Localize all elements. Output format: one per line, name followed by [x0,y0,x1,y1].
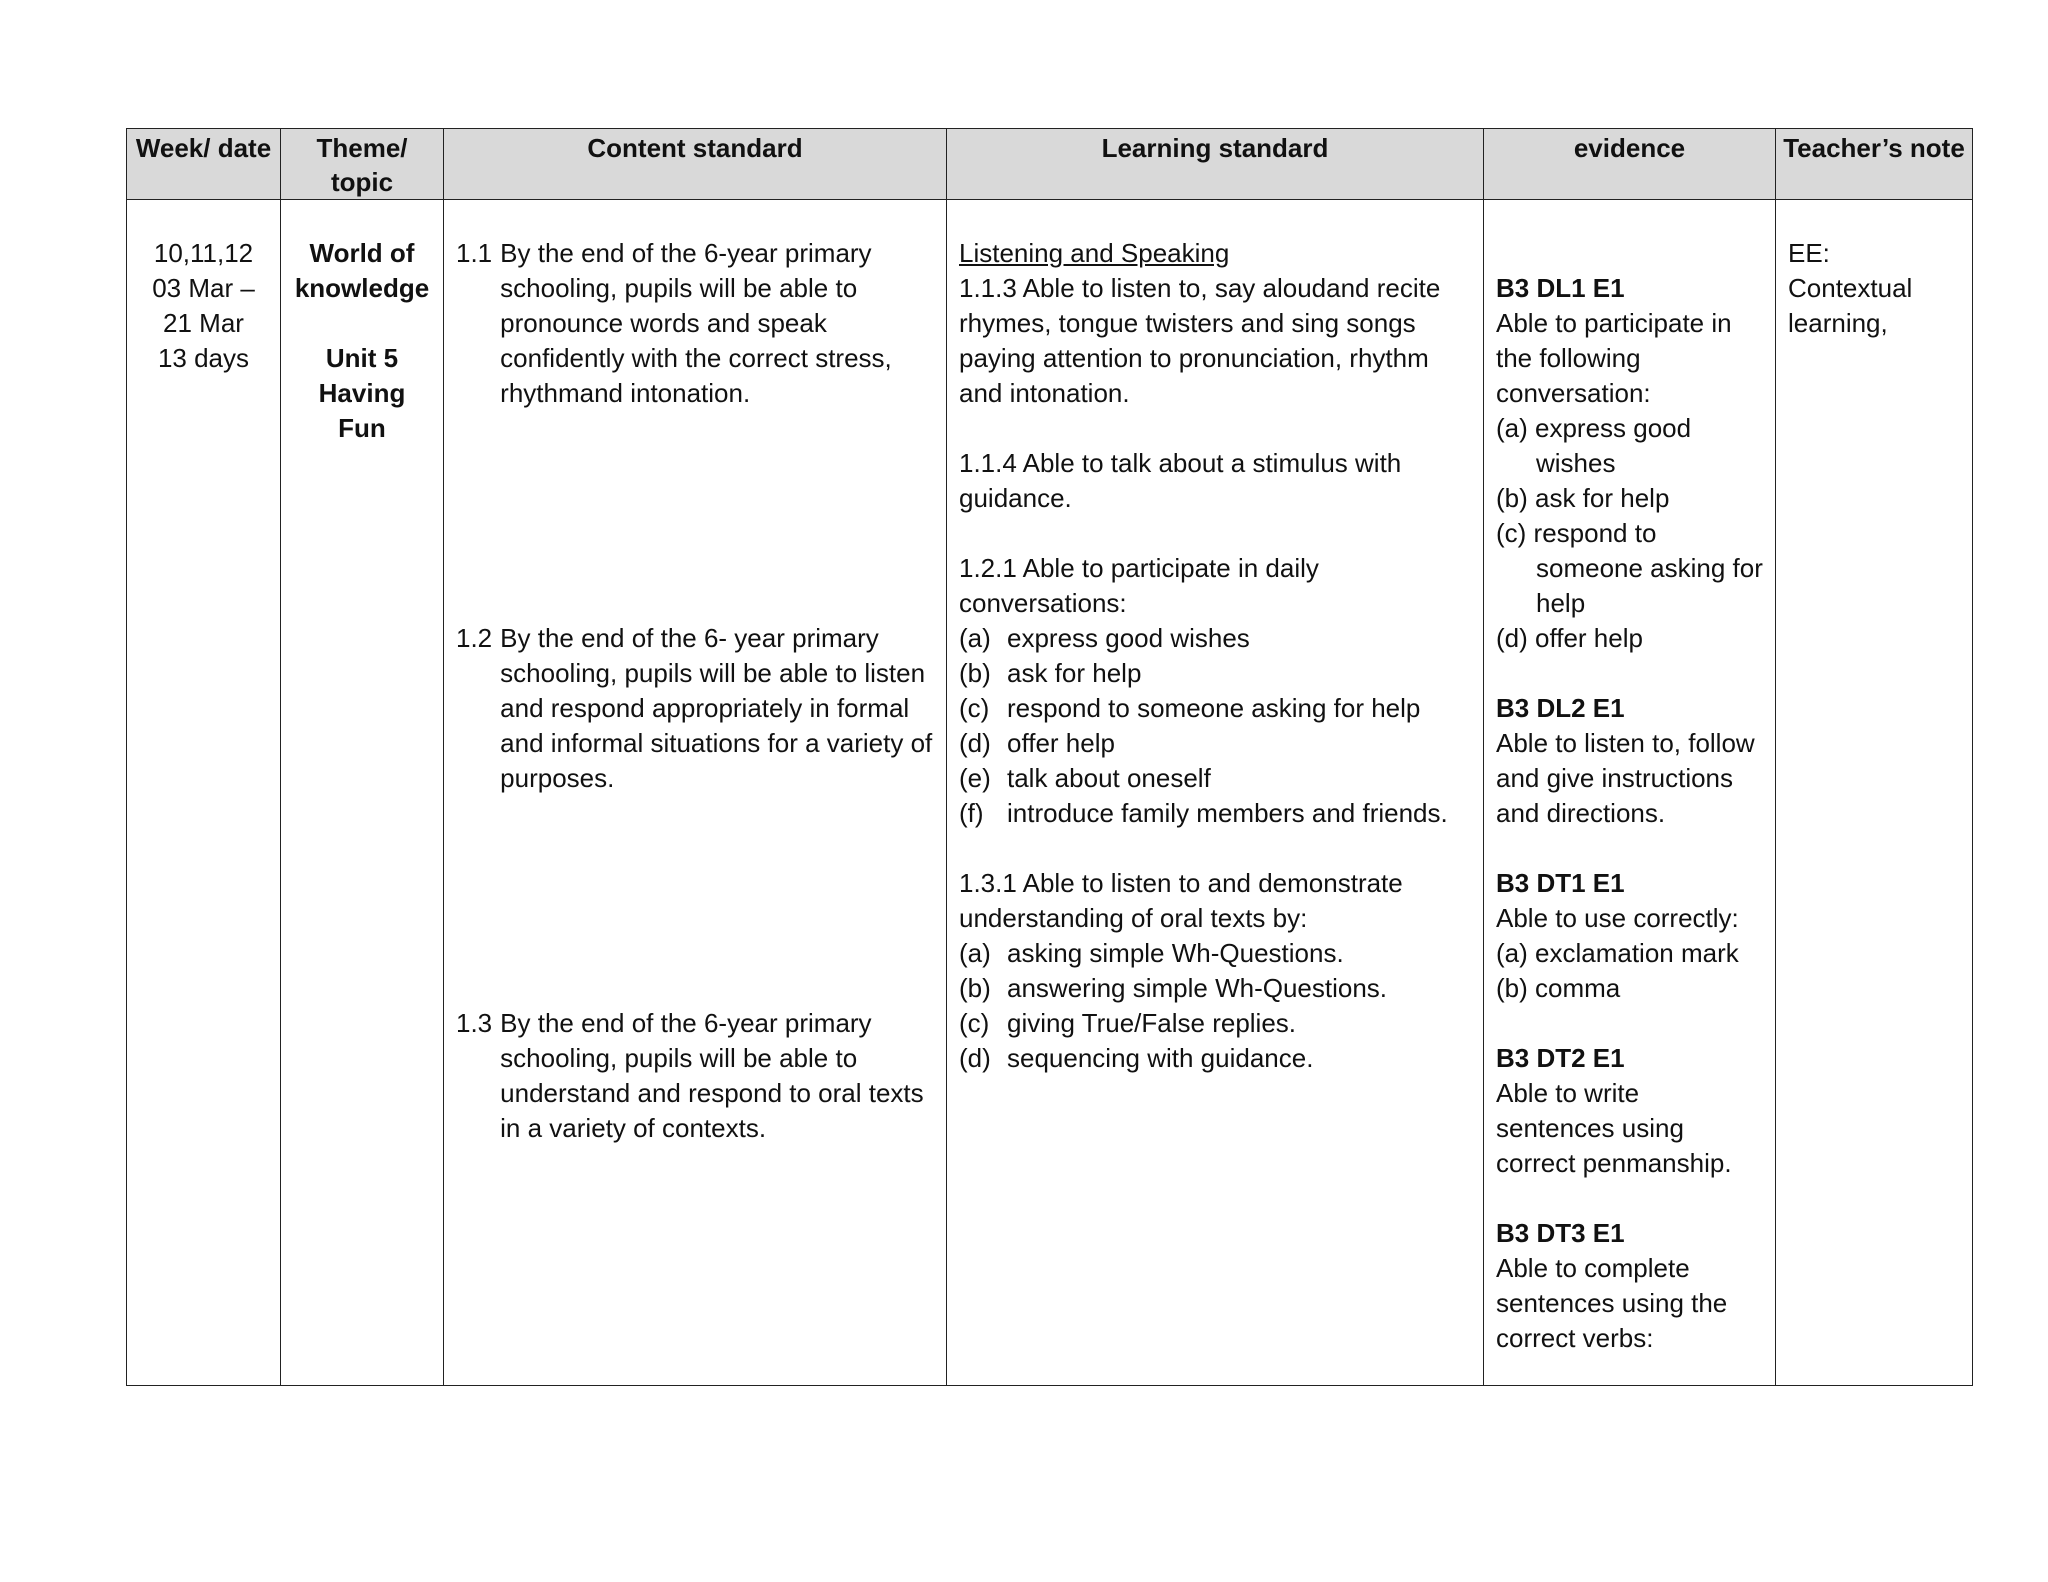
learning-standard-1-3-1: 1.3.1 Able to listen to and demonstrate understanding of oral texts by: [959,868,1403,933]
scheme-of-work-table [126,128,1973,1386]
unit-title: Having Fun [318,378,406,443]
list-item: (e) talk about oneself [959,763,1211,793]
week-numbers: 10,11,12 [153,238,254,268]
teachers-note-cell [1776,200,1973,1386]
content-standard-1-2: 1.2 By the end of the 6- year primary schooling, pupils will be able to listen and respond appropriately in formal and informal situations for a variety of purposes. [456,623,933,793]
end-date: 21 Mar [163,308,244,338]
evidence-code-dt3: B3 DT3 E1 [1496,1218,1625,1248]
content-standard-1-3: 1.3 By the end of the 6-year primary schooling, pupils will be able to understand and respond to oral texts in a variety of contexts. [456,1008,924,1143]
evidence-dt1-intro: Able to use correctly: [1496,903,1739,933]
evidence-dt1-item: (a) exclamation mark [1496,938,1739,968]
conversation-list [959,621,1471,831]
evidence-cell [1484,200,1776,1386]
week-date-cell [127,200,281,1386]
evidence-code-dt1: B3 DT1 E1 [1496,868,1625,898]
list-item: (d) sequencing with guidance. [959,1043,1314,1073]
evidence-dl1-item: (c) respond to someone asking for help [1496,518,1763,618]
list-item: (d) offer help [959,728,1115,758]
list-item: (a) express good wishes [959,623,1250,653]
day-count: 13 days [157,343,250,373]
evidence-dl1-item: (a) express good wishes [1496,413,1692,478]
header-row [127,129,1973,200]
learning-standard-cell [947,200,1484,1386]
header-learning-standard: Learning standard [947,129,1484,200]
list-item: (b) answering simple Wh-Questions. [959,973,1388,1003]
evidence-code-dl2: B3 DL2 E1 [1496,693,1625,723]
list-item: (f) introduce family members and friends. [959,798,1448,828]
skill-heading: Listening and Speaking [959,238,1230,268]
evidence-dl1-intro: Able to participate in the following conversation: [1496,308,1732,408]
start-date: 03 Mar – [152,273,255,303]
list-item: (c) respond to someone asking for help [959,693,1421,723]
evidence-code-dt2: B3 DT2 E1 [1496,1043,1625,1073]
note-text: EE: Contextual learning, [1788,238,1913,338]
evidence-dt3-text: Able to complete sentences using the correct verbs: [1496,1253,1728,1353]
list-item: (a) asking simple Wh-Questions. [959,938,1344,968]
header-evidence: evidence [1484,129,1776,200]
evidence-dl1-item: (d) offer help [1496,623,1643,653]
evidence-code-dl1: B3 DL1 E1 [1496,273,1625,303]
learning-standard-1-1-4: 1.1.4 Able to talk about a stimulus with guidance. [959,448,1402,513]
evidence-dt1-item: (b) comma [1496,973,1621,1003]
header-teachers-note: Teacher’s note [1776,129,1973,200]
list-item: (c) giving True/False replies. [959,1008,1297,1038]
unit-number: Unit 5 [325,343,399,373]
evidence-dl2-text: Able to listen to, follow and give instructions and directions. [1496,728,1755,828]
header-theme-topic: Theme/ topic [281,129,444,200]
content-standard-cell [444,200,947,1386]
evidence-dt2-text: Able to write sentences using correct penmanship. [1496,1078,1732,1178]
oral-texts-list [959,936,1471,1076]
table-row [127,200,1973,1386]
learning-standard-1-2-1: 1.2.1 Able to participate in daily conversations: [959,553,1319,618]
content-standard-1-1: 1.1 By the end of the 6-year primary schooling, pupils will be able to pronounce words and speak confidently with the correct stress, rhythmand intonation. [456,238,892,408]
header-content-standard: Content standard [444,129,947,200]
theme-name: World of knowledge [294,238,430,303]
list-item: (b) ask for help [959,658,1142,688]
header-week-date: Week/ date [127,129,281,200]
theme-topic-cell [281,200,444,1386]
evidence-dl1-item: (b) ask for help [1496,483,1670,513]
learning-standard-1-1-3: 1.1.3 Able to listen to, say aloudand recite rhymes, tongue twisters and sing songs paying attention to pronunciation, rhythm and intonation. [959,273,1441,408]
